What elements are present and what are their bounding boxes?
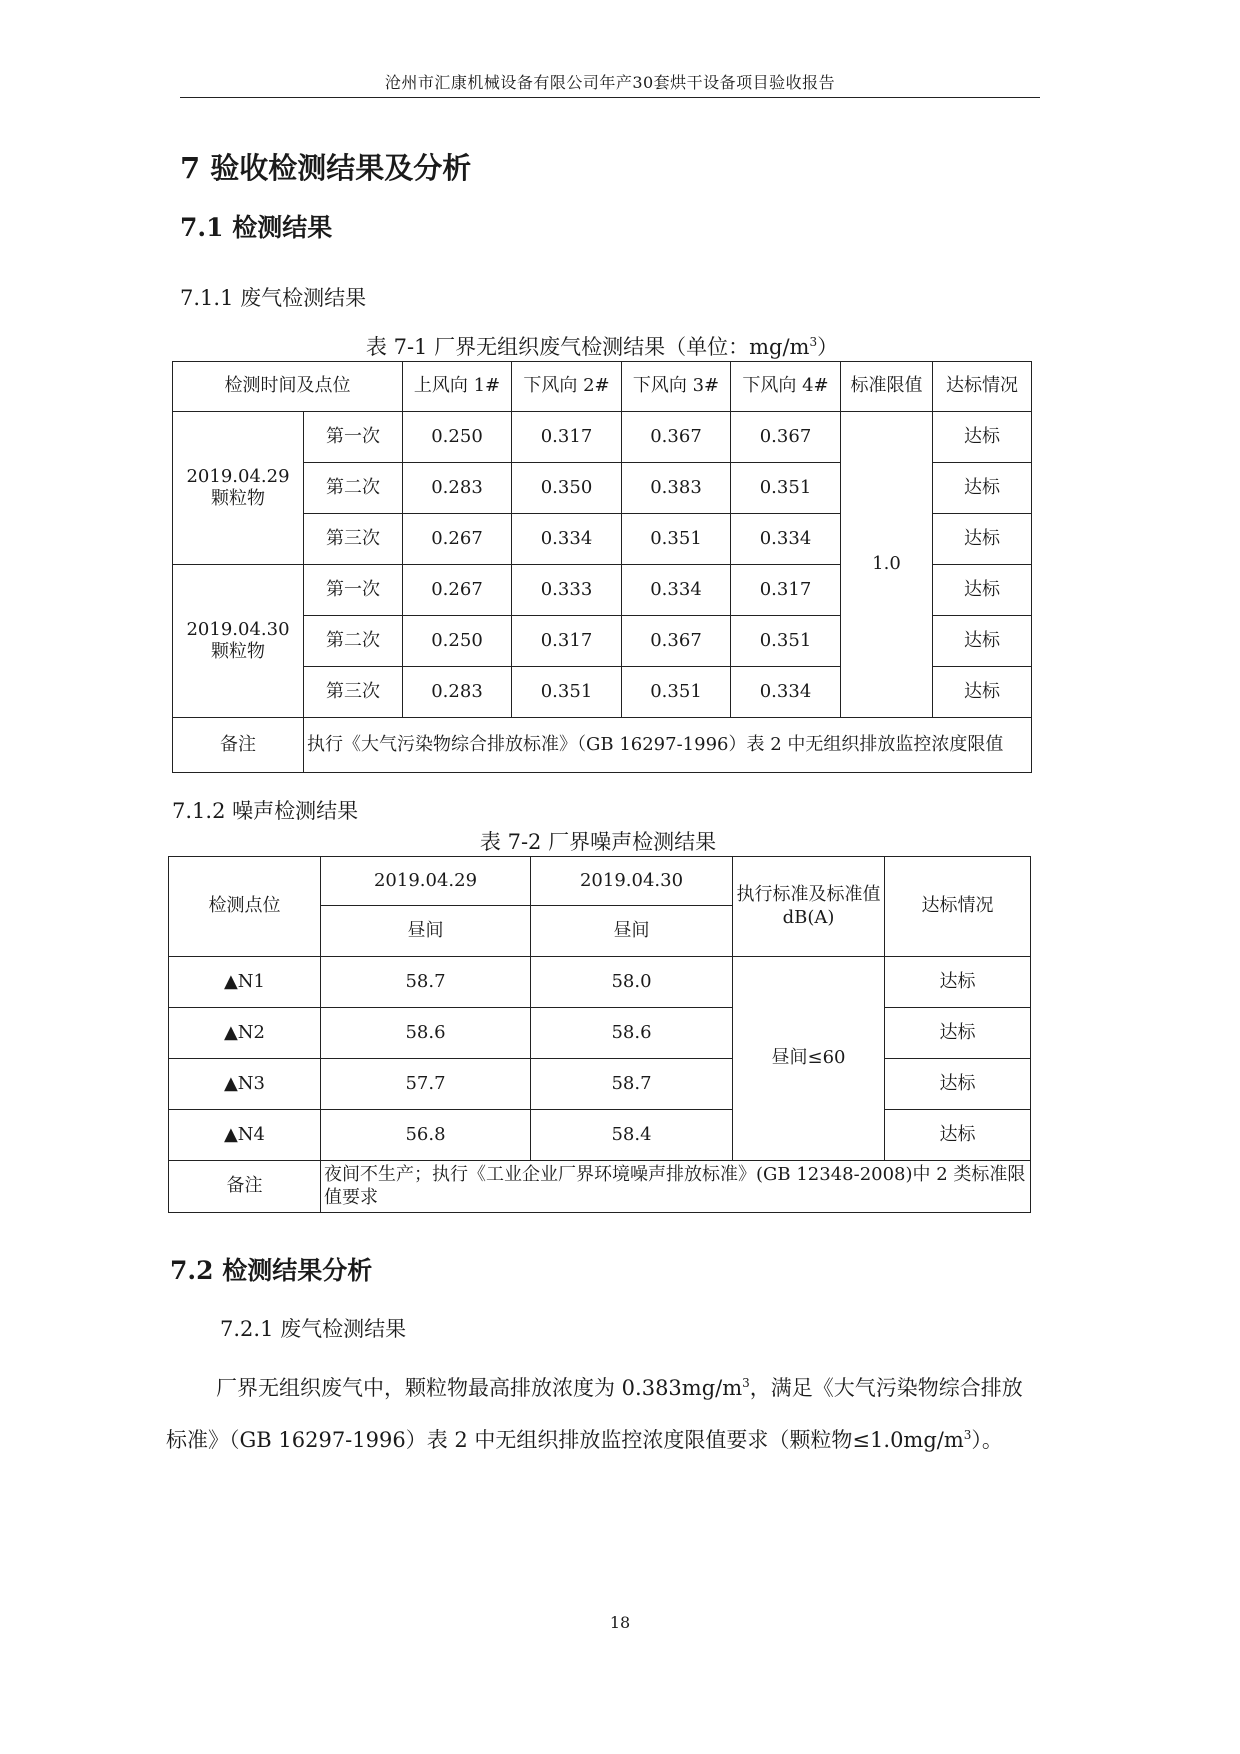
subsection-title-7-1-1: 7.1.1 废气检测结果 [180, 286, 367, 310]
table-row [169, 1008, 1031, 1059]
cell-value: 58.7 [321, 957, 531, 1008]
table1-group-1-label [173, 412, 304, 565]
group-item: 颗粒物 [211, 641, 265, 662]
analysis-text-2: ，满足《大气污染物综合排放标准》（GB 16297-1996）表 2 中无组织排放监控浓度限值要求（颗粒物≤1.0mg/m [166, 1376, 1023, 1452]
cell-value: 0.351 [731, 463, 841, 514]
cell-value: 0.351 [512, 667, 622, 718]
status-cell: 达标 [933, 667, 1032, 718]
table1-header-status: 达标情况 [933, 362, 1032, 412]
point-label: ▲N2 [169, 1008, 321, 1059]
table1-group-2-label [173, 565, 304, 718]
running-header: 沧州市汇康机械设备有限公司年产30套烘干设备项目验收报告 [384, 73, 836, 92]
status-cell: 达标 [885, 1008, 1031, 1059]
group-date: 2019.04.30 [186, 618, 290, 640]
table1-header-point: 检测时间及点位 [173, 362, 403, 412]
header-rule [180, 97, 1040, 98]
cell-value: 58.7 [531, 1059, 733, 1110]
cell-value: 0.367 [731, 412, 841, 463]
cell-value: 0.351 [731, 616, 841, 667]
cell-value: 0.383 [622, 463, 731, 514]
point-label: ▲N1 [169, 957, 321, 1008]
table1-header-up1: 上风向 1# [403, 362, 512, 412]
table2-header-status: 达标情况 [885, 857, 1031, 957]
cell-value: 0.367 [622, 616, 731, 667]
table2-date-2: 2019.04.30 [531, 857, 733, 906]
subsection-title-7-1-2: 7.1.2 噪声检测结果 [172, 799, 359, 823]
cell-value: 58.0 [531, 957, 733, 1008]
table2-header-point: 检测点位 [169, 857, 321, 957]
point-label: ▲N4 [169, 1110, 321, 1161]
cell-value: 0.250 [403, 616, 512, 667]
note-label: 备注 [173, 718, 304, 773]
status-cell: 达标 [885, 1110, 1031, 1161]
table1-caption-sup: 3 [809, 335, 818, 349]
cell-value: 58.6 [321, 1008, 531, 1059]
table1-header-down4: 下风向 4# [731, 362, 841, 412]
table2-period-2: 昼间 [531, 906, 733, 957]
table2-caption: 表 7-2 厂界噪声检测结果 [479, 830, 717, 854]
analysis-text-1: 厂界无组织废气中，颗粒物最高排放浓度为 0.383mg/m [216, 1376, 743, 1400]
cell-value: 0.351 [622, 667, 731, 718]
chapter-title: 7 验收检测结果及分析 [180, 151, 472, 185]
table2-standard: 昼间≤60 [733, 957, 885, 1161]
analysis-sup-2: 3 [963, 1428, 972, 1442]
table1-caption [172, 331, 1032, 361]
table-row [169, 1110, 1031, 1161]
cell-value: 57.7 [321, 1059, 531, 1110]
cell-value: 0.267 [403, 565, 512, 616]
cell-value: 0.334 [731, 667, 841, 718]
run-label: 第一次 [304, 412, 403, 463]
run-label: 第二次 [304, 463, 403, 514]
analysis-text-3: ）。 [971, 1428, 1003, 1452]
table1-header-limit: 标准限值 [841, 362, 933, 412]
status-cell: 达标 [933, 463, 1032, 514]
cell-value: 0.250 [403, 412, 512, 463]
table2-period-1: 昼间 [321, 906, 531, 957]
status-cell: 达标 [885, 1059, 1031, 1110]
table-row [169, 1059, 1031, 1110]
table2-noise [168, 856, 1031, 1213]
table1-header-down2: 下风向 2# [512, 362, 622, 412]
section-title-7-2: 7.2 检测结果分析 [170, 1256, 373, 1285]
table-row [169, 957, 1031, 1008]
page-number: 18 [609, 1613, 631, 1632]
table1-header-row [173, 362, 1032, 412]
cell-value: 0.334 [512, 514, 622, 565]
status-cell: 达标 [885, 957, 1031, 1008]
analysis-sup-1: 3 [742, 1376, 750, 1390]
run-label: 第三次 [304, 514, 403, 565]
cell-value: 0.317 [731, 565, 841, 616]
subsection-title-7-2-1: 7.2.1 废气检测结果 [220, 1317, 407, 1341]
group-date: 2019.04.29 [186, 465, 290, 487]
table2-header-row [169, 857, 1031, 906]
table1-header-down3: 下风向 3# [622, 362, 731, 412]
cell-value: 58.4 [531, 1110, 733, 1161]
table1-note-row [173, 718, 1032, 773]
note-label: 备注 [169, 1161, 321, 1213]
note-text: 夜间不生产；执行《工业企业厂界环境噪声排放标准》(GB 12348-2008)中 2 类标准限值要求 [321, 1161, 1031, 1213]
status-cell: 达标 [933, 565, 1032, 616]
cell-value: 0.351 [622, 514, 731, 565]
table1-caption-text: 表 7-1 厂界无组织废气检测结果（单位：mg/m [365, 335, 810, 359]
status-cell: 达标 [933, 616, 1032, 667]
cell-value: 0.317 [512, 412, 622, 463]
table1-limit: 1.0 [841, 412, 933, 718]
cell-value: 0.334 [622, 565, 731, 616]
point-label: ▲N3 [169, 1059, 321, 1110]
analysis-paragraph [166, 1360, 1036, 1464]
cell-value: 0.334 [731, 514, 841, 565]
cell-value: 0.350 [512, 463, 622, 514]
cell-value: 0.267 [403, 514, 512, 565]
cell-value: 0.333 [512, 565, 622, 616]
cell-value: 0.283 [403, 463, 512, 514]
note-text: 执行《大气污染物综合排放标准》（GB 16297-1996）表 2 中无组织排放监控浓度限值 [304, 718, 1032, 773]
cell-value: 0.317 [512, 616, 622, 667]
table-row [173, 412, 1032, 463]
status-cell: 达标 [933, 514, 1032, 565]
cell-value: 56.8 [321, 1110, 531, 1161]
section-title-7-1: 7.1 检测结果 [180, 213, 333, 242]
table2-date-1: 2019.04.29 [321, 857, 531, 906]
group-item: 颗粒物 [211, 488, 265, 509]
run-label: 第三次 [304, 667, 403, 718]
cell-value: 0.367 [622, 412, 731, 463]
run-label: 第一次 [304, 565, 403, 616]
table2-header-standard: 执行标准及标准值dB(A) [733, 857, 885, 957]
run-label: 第二次 [304, 616, 403, 667]
table1-particulate [172, 361, 1032, 773]
table2-note-row [169, 1161, 1031, 1213]
cell-value: 58.6 [531, 1008, 733, 1059]
status-cell: 达标 [933, 412, 1032, 463]
cell-value: 0.283 [403, 667, 512, 718]
table1-caption-end: ） [817, 335, 839, 359]
